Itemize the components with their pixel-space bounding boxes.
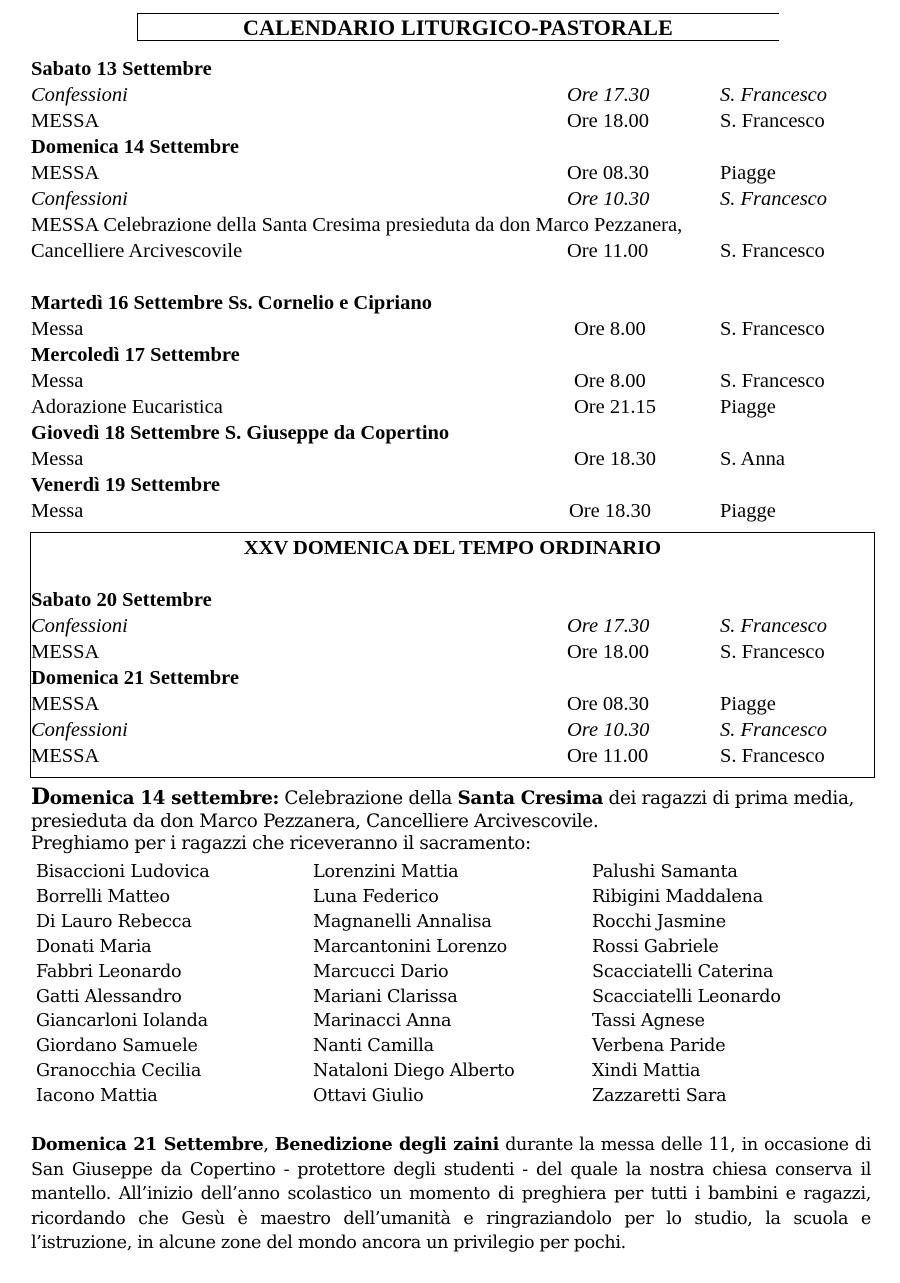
- zaini-sep: ,: [263, 1135, 275, 1155]
- cresima-line-3: Preghiamo per i ragazzi che riceveranno il sacramento:: [31, 833, 531, 854]
- place: S. Francesco: [720, 318, 825, 340]
- confirmand-name: Tassi Agnese: [592, 1011, 705, 1032]
- day-heading: Domenica 21 Settembre: [31, 667, 239, 689]
- confirmand-name: Gatti Alessandro: [36, 986, 182, 1007]
- place: S. Francesco: [720, 615, 828, 637]
- day-heading: Martedì 16 Settembre Ss. Cornelio e Cipriano: [31, 292, 433, 314]
- cresima-paragraph: [31, 786, 861, 856]
- page-title: CALENDARIO LITURGICO-PASTORALE: [243, 15, 673, 40]
- confirmand-name: Ribigini Maddalena: [592, 886, 763, 907]
- time: Ore 21.15: [574, 396, 656, 418]
- confirmand-name: Marcantonini Lorenzo: [313, 936, 508, 957]
- confirmand-name: Marcucci Dario: [313, 961, 449, 982]
- confirmand-name: Iacono Mattia: [36, 1086, 158, 1107]
- confirmand-name: Bisaccioni Ludovica: [36, 862, 210, 882]
- day-heading: Sabato 20 Settembre: [31, 589, 212, 611]
- activity: Cancelliere Arcivescovile: [31, 240, 243, 262]
- day-heading: Sabato 13 Settembre: [31, 58, 212, 80]
- time: Ore 11.00: [567, 240, 649, 262]
- confirmand-name: Luna Federico: [313, 886, 439, 907]
- xxv-section-title: XXV DOMENICA DEL TEMPO ORDINARIO: [243, 537, 662, 559]
- time: Ore 08.30: [567, 693, 649, 715]
- activity: Confessioni: [31, 719, 128, 741]
- confirmand-name: Ottavi Giulio: [313, 1086, 424, 1107]
- activity: Messa: [31, 370, 84, 392]
- place: S. Francesco: [720, 641, 825, 663]
- place: S. Francesco: [720, 110, 825, 132]
- activity: Confessioni: [31, 84, 128, 106]
- confirmand-name: Zazzaretti Sara: [592, 1086, 727, 1107]
- time: Ore 11.00: [567, 745, 649, 767]
- day-heading: Domenica 14 Settembre: [31, 136, 239, 158]
- confirmand-name: Mariani Clarissa: [313, 986, 458, 1007]
- place: S. Francesco: [720, 719, 828, 741]
- confirmand-name: Fabbri Leonardo: [36, 961, 182, 982]
- cresima-line-2: presieduta da don Marco Pezzanera, Cancelliere Arcivescovile.: [31, 810, 599, 832]
- place: S. Anna: [720, 448, 785, 470]
- time: Ore 18.00: [567, 110, 649, 132]
- day-heading: Giovedì 18 Settembre S. Giuseppe da Copertino: [31, 422, 450, 444]
- activity: Messa: [31, 448, 84, 470]
- time: Ore 17.30: [567, 84, 650, 106]
- day-heading: Venerdì 19 Settembre: [31, 474, 221, 496]
- confirmand-name: Rossi Gabriele: [592, 936, 719, 957]
- zaini-bold: Benedizione degli zaini: [274, 1134, 499, 1155]
- confirmand-name: Xindi Mattia: [592, 1061, 701, 1082]
- activity: MESSA Celebrazione della Santa Cresima presieduta da don Marco Pezzanera,: [31, 214, 683, 236]
- confirmand-name: Magnanelli Annalisa: [313, 911, 492, 932]
- activity: MESSA: [31, 641, 100, 663]
- confirmand-name: Verbena Paride: [592, 1036, 726, 1057]
- activity: Messa: [31, 500, 84, 522]
- place: Piagge: [720, 693, 776, 715]
- confirmand-name: Giordano Samuele: [36, 1036, 198, 1057]
- time: Ore 08.30: [567, 162, 649, 184]
- activity: Confessioni: [31, 188, 128, 210]
- confirmand-name: Rocchi Jasmine: [592, 911, 726, 932]
- zaini-text: durante la messa delle 11, in occasione di San Giuseppe da Copertino - protettore degli studenti - del quale la nostra chiesa conserva il mantello. All’inizio dell’anno scolastico un momento di preghiera per tutti i bambini e ragazzi, ricordando che Gesù è maestro dell’umanità e ringraziandolo per lo studio, la scuola e l’istruzione, in alcune zone del mondo ancora un privilegio per pochi.: [31, 1135, 871, 1253]
- confirmand-name: Scacciatelli Leonardo: [592, 986, 781, 1007]
- time: Ore 8.00: [574, 318, 646, 340]
- zaini-paragraph: [31, 1133, 871, 1256]
- confirmand-name: Marinacci Anna: [313, 1011, 452, 1032]
- time: Ore 17.30: [567, 615, 650, 637]
- activity: MESSA: [31, 693, 100, 715]
- place: S. Francesco: [720, 188, 828, 210]
- confirmand-name: Palushi Samanta: [592, 862, 738, 882]
- activity: Confessioni: [31, 615, 128, 637]
- activity: Adorazione Eucaristica: [31, 396, 223, 418]
- place: Piagge: [720, 162, 776, 184]
- activity: Messa: [31, 318, 84, 340]
- place: S. Francesco: [720, 745, 825, 767]
- zaini-date: Domenica 21 Settembre: [31, 1134, 264, 1155]
- time: Ore 10.30: [567, 188, 650, 210]
- confirmand-name: Lorenzini Mattia: [313, 862, 459, 882]
- place: S. Francesco: [720, 240, 825, 262]
- place: S. Francesco: [720, 84, 828, 106]
- cresima-line-1: [31, 786, 861, 811]
- confirmand-name: Nataloni Diego Alberto: [313, 1061, 515, 1082]
- place: Piagge: [720, 500, 776, 522]
- confirmand-name: Di Lauro Rebecca: [36, 911, 192, 932]
- cresima-bold: Santa Cresima: [457, 788, 604, 809]
- activity: MESSA: [31, 110, 100, 132]
- place: S. Francesco: [720, 370, 825, 392]
- day-heading: Mercoledì 17 Settembre: [31, 344, 240, 366]
- activity: MESSA: [31, 162, 100, 184]
- confirmand-name: Borrelli Matteo: [36, 886, 170, 907]
- time: Ore 18.30: [574, 448, 656, 470]
- place: Piagge: [720, 396, 776, 418]
- cresima-date: omenica 14 settembre:: [49, 788, 279, 809]
- time: Ore 8.00: [574, 370, 646, 392]
- confirmand-name: Donati Maria: [36, 936, 152, 957]
- confirmand-name: Granocchia Cecilia: [36, 1061, 202, 1082]
- time: Ore 18.30: [569, 500, 651, 522]
- drop-initial: D: [31, 784, 50, 810]
- confirmand-name: Scacciatelli Caterina: [592, 961, 774, 982]
- activity: MESSA: [31, 745, 100, 767]
- cresima-text-2: dei ragazzi di prima media,: [603, 788, 855, 809]
- confirmand-name: Giancarloni Iolanda: [36, 1011, 208, 1032]
- cresima-text-1: Celebrazione della: [278, 788, 458, 809]
- time: Ore 10.30: [567, 719, 650, 741]
- time: Ore 18.00: [567, 641, 649, 663]
- confirmand-name: Nanti Camilla: [313, 1036, 434, 1057]
